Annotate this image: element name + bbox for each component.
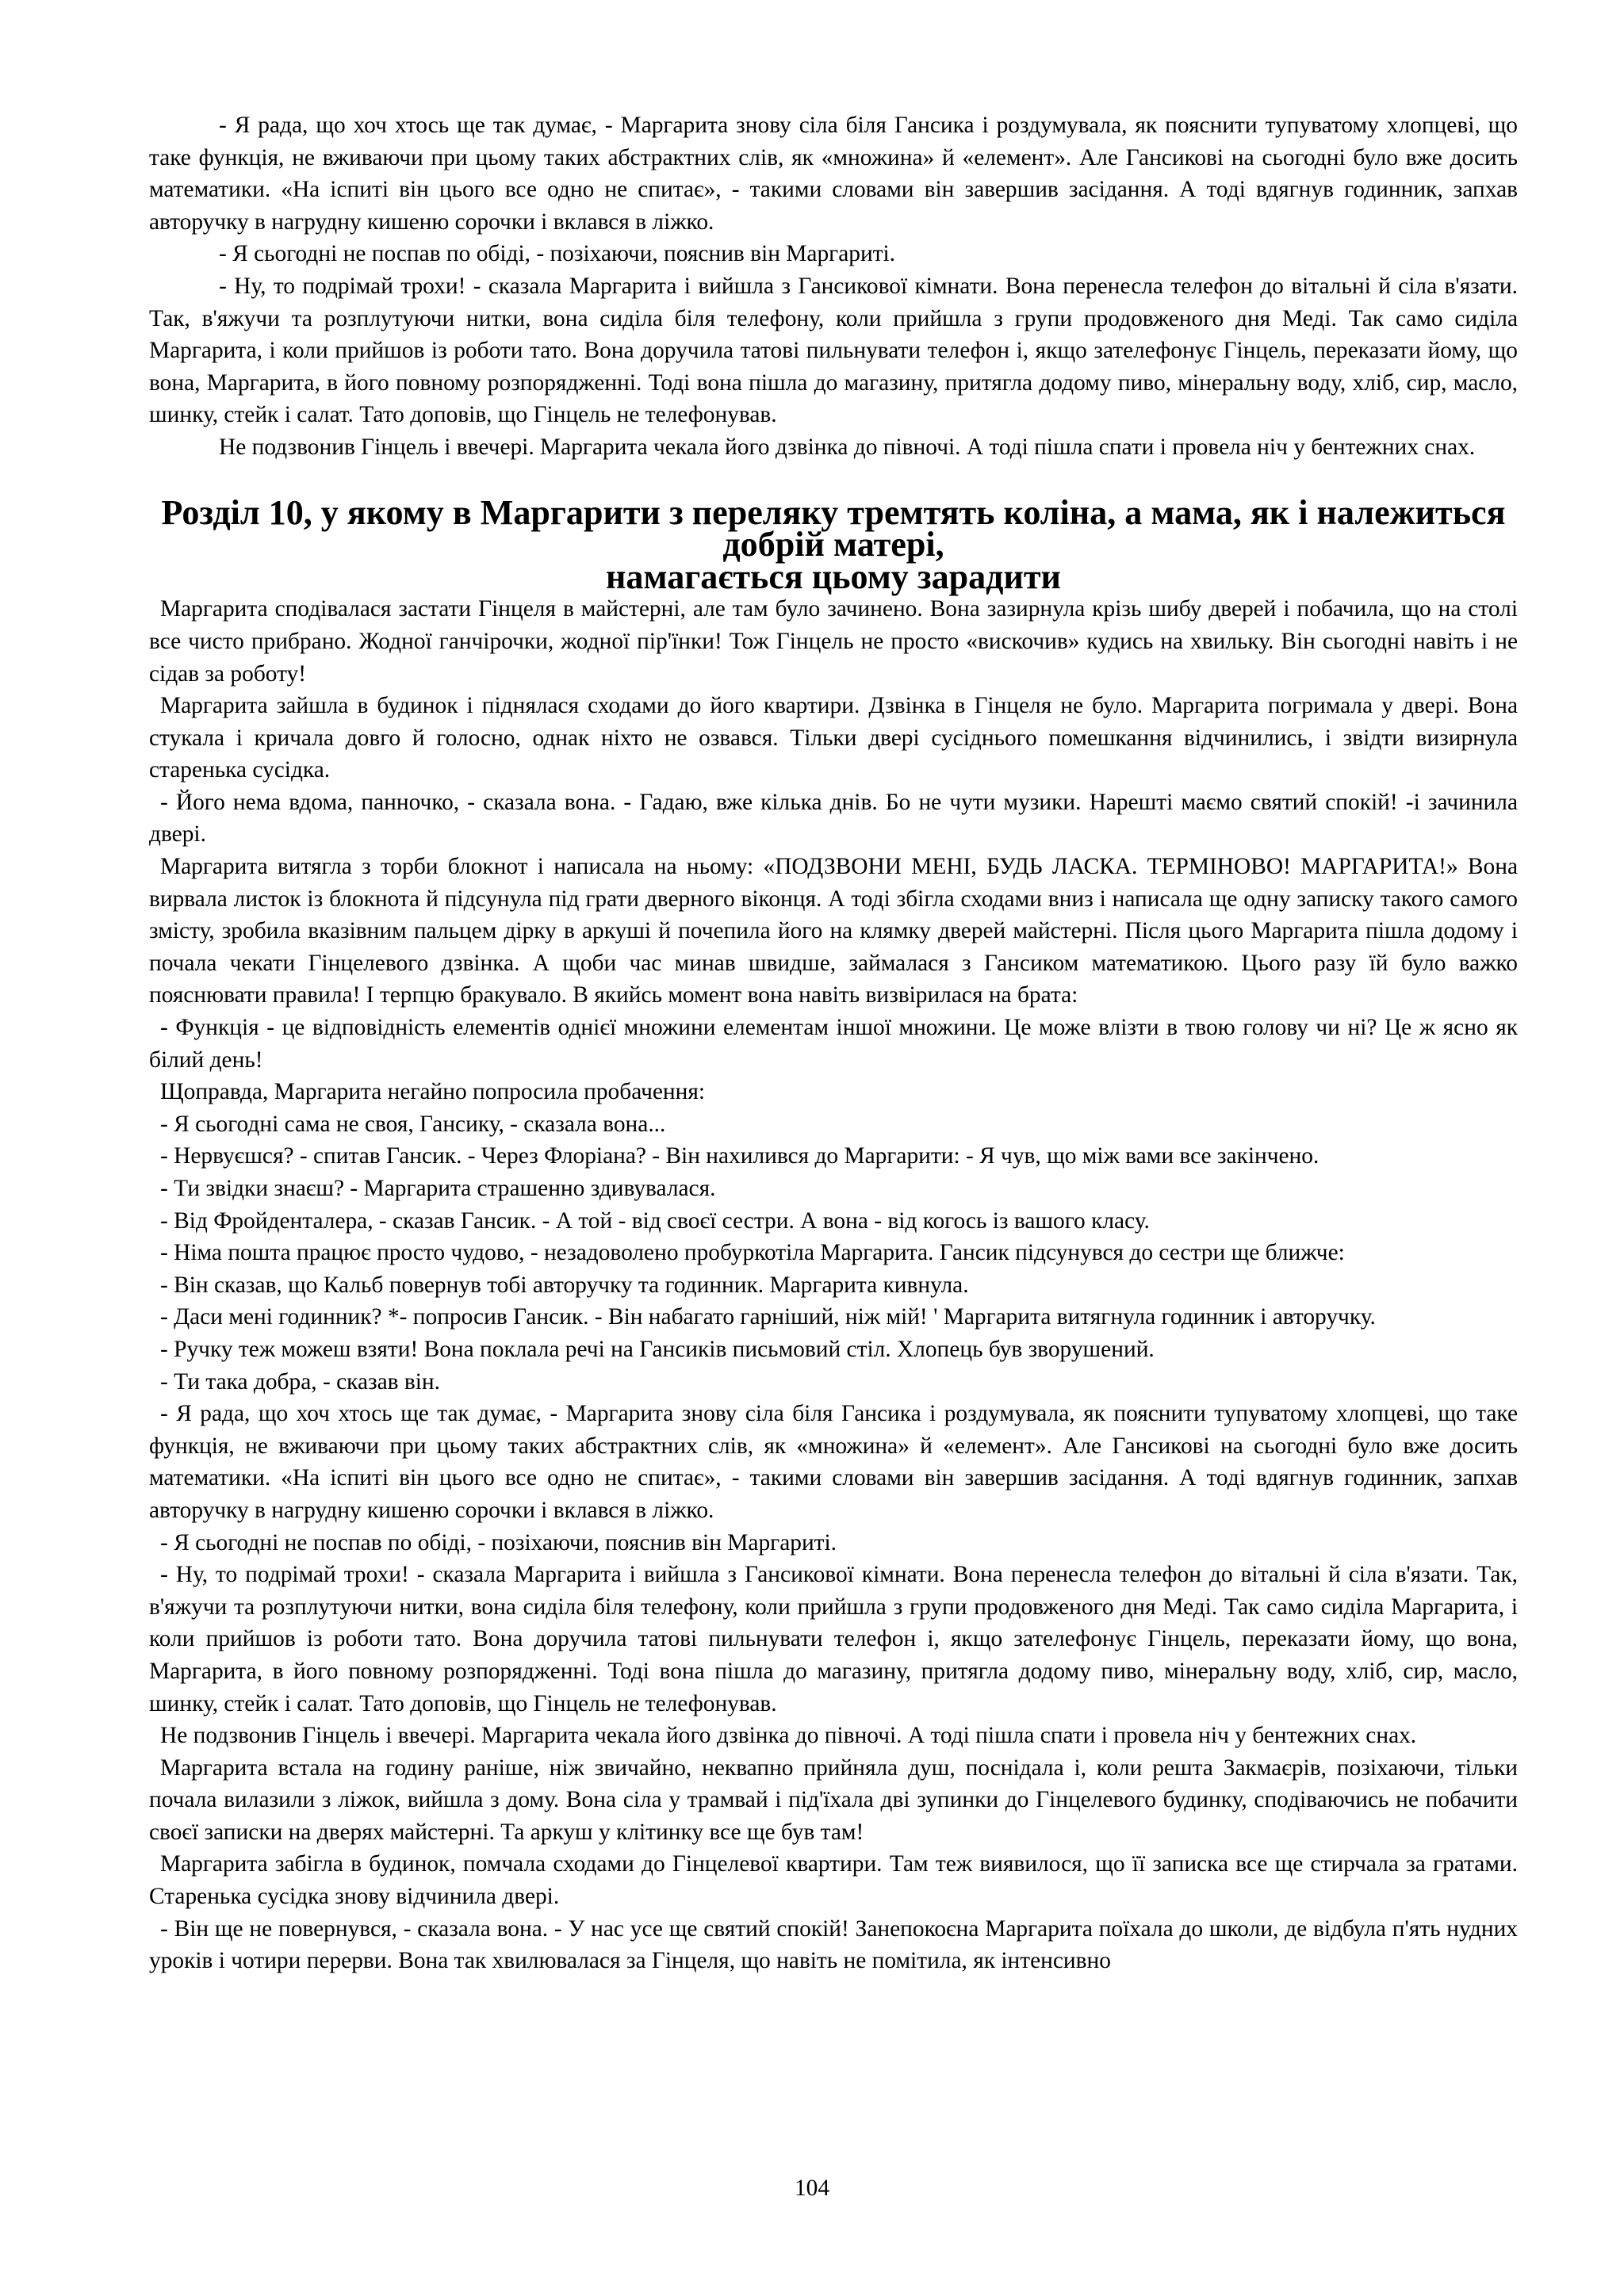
paragraph: Не подзвонив Гінцель і ввечері. Маргарита чекала його дзвінка до півночі. А тоді пішла спати і провела ніч у бентежних снах. (160, 1723, 1417, 1749)
paragraph: - Я сьогодні не поспав по обіді, - позіхаючи, пояснив він Маргариті. (219, 241, 896, 267)
paragraph: Маргарита встала на годину раніше, ніж звичайно, неквапно прийняла душ, поснідала і, коли решта Закмаєрів, позіхаючи, тільки почала вилазили з ліжок, вийшла з дому. Вона сіла у трамвай і під'їхала дві зупинки до Гінцелевого будинку, сподіваючись не побачити своєї записки на дверях майстерні. Та аркуш у клітинку все ще був там! (149, 1755, 1518, 1845)
paragraph: - Німа пошта працює просто чудово, - незадоволено пробуркотіла Маргарита. Гансик підсунувся до сестри ще ближче: (160, 1240, 1345, 1266)
chapter-heading-line: Розділ 10, у якому в Маргарити з переляку тремтять коліна, а мама, як і належиться добрій матері, (161, 492, 1506, 564)
paragraph: - Функція - це відповідність елементів однієї множини елементам іншої множини. Це може влізти в твою голову чи ні? Це ж ясно як білий день! (149, 1015, 1518, 1073)
paragraph: Не подзвонив Гінцель і ввечері. Маргарита чекала його дзвінка до півночі. А тоді пішла спати і провела ніч у бентежних снах. (219, 434, 1476, 460)
page-number: 104 (794, 2175, 830, 2201)
paragraph: - Ручку теж можеш взяти! Вона поклала речі на Гансиків письмовий стіл. Хлопець був зворушений. (160, 1336, 1155, 1362)
paragraph: Маргарита витягла з торби блокнот і написала на ньому: «ПОДЗВОНИ МЕНІ, БУДЬ ЛАСКА. ТЕРМІНОВО! МАРГАРИТА!» Вона вирвала листок із блокнота й підсунула під грати дверного віконця. А тоді збігла сходами вниз і написала ще одну записку такого самого змісту, зробила вказівним пальцем дірку в аркуші й почепила його на клямку дверей майстерні. Після цього Маргарита пішла додому і почала чекати Гінцелевого дзвінка. А щоби час минав швидше, займалася з Гансиком математикою. Цього разу їй було важко пояснювати правила! І терпцю бракувало. В якийсь момент вона навіть визвірилася на брата: (149, 854, 1518, 1008)
paragraph: - Ну, то подрімай трохи! - сказала Маргарита і вийшла з Гансикової кімнати. Вона перенесла телефон до вітальні й сіла в'язати. Так, в'яжучи та розплутуючи нитки, вона сиділа біля телефону, коли прийшла з групи продовженого дня Меді. Так само сиділа Маргарита, і коли прийшов із роботи тато. Вона доручила татові пильнувати телефон і, якщо зателефонує Гінцель, переказати йому, що вона, Маргарита, в його повному розпорядженні. Тоді вона пішла до магазину, притягла додому пиво, мінеральну воду, хліб, сир, масло, шинку, стейк і салат. Тато доповів, що Гінцель не телефонував. (149, 1562, 1518, 1716)
paragraph: Маргарита зайшла в будинок і піднялася сходами до його квартири. Дзвінка в Гінцеля не було. Маргарита погримала у двері. Вона стукала і кричала довго й голосно, однак ніхто не озвався. Тільки двері сусіднього помешкання відчинились, і звідти визирнула старенька сусідка. (149, 693, 1518, 783)
paragraph: - Ти така добра, - сказав він. (160, 1368, 441, 1395)
paragraph: - Від Фройденталера, - сказав Гансик. - А той - від своєї сестри. А вона - від когось із вашого класу. (160, 1207, 1150, 1234)
paragraph: - Ну, то подрімай трохи! - сказала Маргарита і вийшла з Гансикової кімнати. Вона перенесла телефон до вітальні й сіла в'язати. Так, в'яжучи та розплутуючи нитки, вона сиділа біля телефону, коли прийшла з групи продовженого дня Меді. Так само сиділа Маргарита, і коли прийшов із роботи тато. Вона доручила татові пильнувати телефон і, якщо зателефонує Гінцель, переказати йому, що вона, Маргарита, в його повному розпорядженні. Тоді вона пішла до магазину, притягла додому пиво, мінеральну воду, хліб, сир, масло, шинку, стейк і салат. Тато доповів, що Гінцель не телефонував. (149, 273, 1518, 428)
paragraph: Маргарита сподівалася застати Гінцеля в майстерні, але там було зачинено. Вона зазирнула крізь шибу дверей і побачила, що на столі все чисто прибрано. Жодної ганчірочки, жодної пір'їнки! Тож Гінцель не просто «вискочив» кудись на хвильку. Він сьогодні навіть і не сідав за роботу! (149, 596, 1518, 687)
chapter-heading (149, 492, 1518, 596)
paragraph: - Він сказав, що Кальб повернув тобі авторучку та годинник. Маргарита кивнула. (160, 1272, 969, 1298)
page-text (149, 109, 1518, 1977)
paragraph: - Даси мені годинник? *- попросив Гансик. - Він набагато гарніший, ніж мій! ' Маргарита витягнула годинник і авторучку. (160, 1304, 1376, 1330)
chapter-heading-line: намагається цьому зарадити (606, 557, 1061, 596)
paragraph: - Я рада, що хоч хтось ще так думає, - Маргарита знову сіла біля Гансика і роздумувала, як пояснити тупуватому хлопцеві, що таке функція, не вживаючи при цьому таких абстрактних слів, як «множина» й «елемент». Але Гансикові на сьогодні було вже досить математики. «На іспиті він цього все одно не спитає», - такими словами він завершив засідання. А тоді вдягнув годинник, запхав авторучку в нагрудну кишеню сорочки і вклався в ліжко. (149, 1401, 1518, 1523)
paragraph: - Його нема вдома, панночко, - сказала вона. - Гадаю, вже кілька днів. Бо не чути музики. Нарешті маємо святий спокій! -і зачинила двері. (149, 789, 1518, 848)
paragraph: Маргарита забігла в будинок, помчала сходами до Гінцелевої квартири. Там теж виявилося, що її записка все ще стирчала за гратами. Старенька сусідка знову відчинила двері. (149, 1851, 1518, 1910)
paragraph: - Ти звідки знаєш? - Маргарита страшенно здивувалася. (160, 1176, 716, 1201)
paragraph: Щоправда, Маргарита негайно попросила пробачення: (160, 1079, 706, 1105)
paragraph: - Нервуєшся? - спитав Гансик. - Через Флоріана? - Він нахилився до Маргарити: - Я чув, що між вами все закінчено. (160, 1143, 1320, 1169)
paragraph: - Я сьогодні не поспав по обіді, - позіхаючи, пояснив він Маргариті. (160, 1529, 837, 1556)
paragraph: - Він ще не повернувся, - сказала вона. - У нас усе ще святий спокій! Занепокоєна Маргарита поїхала до школи, де відбула п'ять нудних уроків і чотири перерви. Вона так хвилювалася за Гінцеля, що навіть не помітила, як інтенсивно (149, 1915, 1518, 1974)
paragraph: - Я рада, що хоч хтось ще так думає, - Маргарита знову сіла біля Гансика і роздумувала, як пояснити тупуватому хлопцеві, що таке функція, не вживаючи при цьому таких абстрактних слів, як «множина» й «елемент». Але Гансикові на сьогодні було вже досить математики. «На іспиті він цього все одно не спитає», - такими словами він завершив засідання. А тоді вдягнув годинник, запхав авторучку в нагрудну кишеню сорочки і вклався в ліжко. (149, 113, 1518, 235)
paragraph: - Я сьогодні сама не своя, Гансику, - сказала вона... (160, 1111, 666, 1137)
